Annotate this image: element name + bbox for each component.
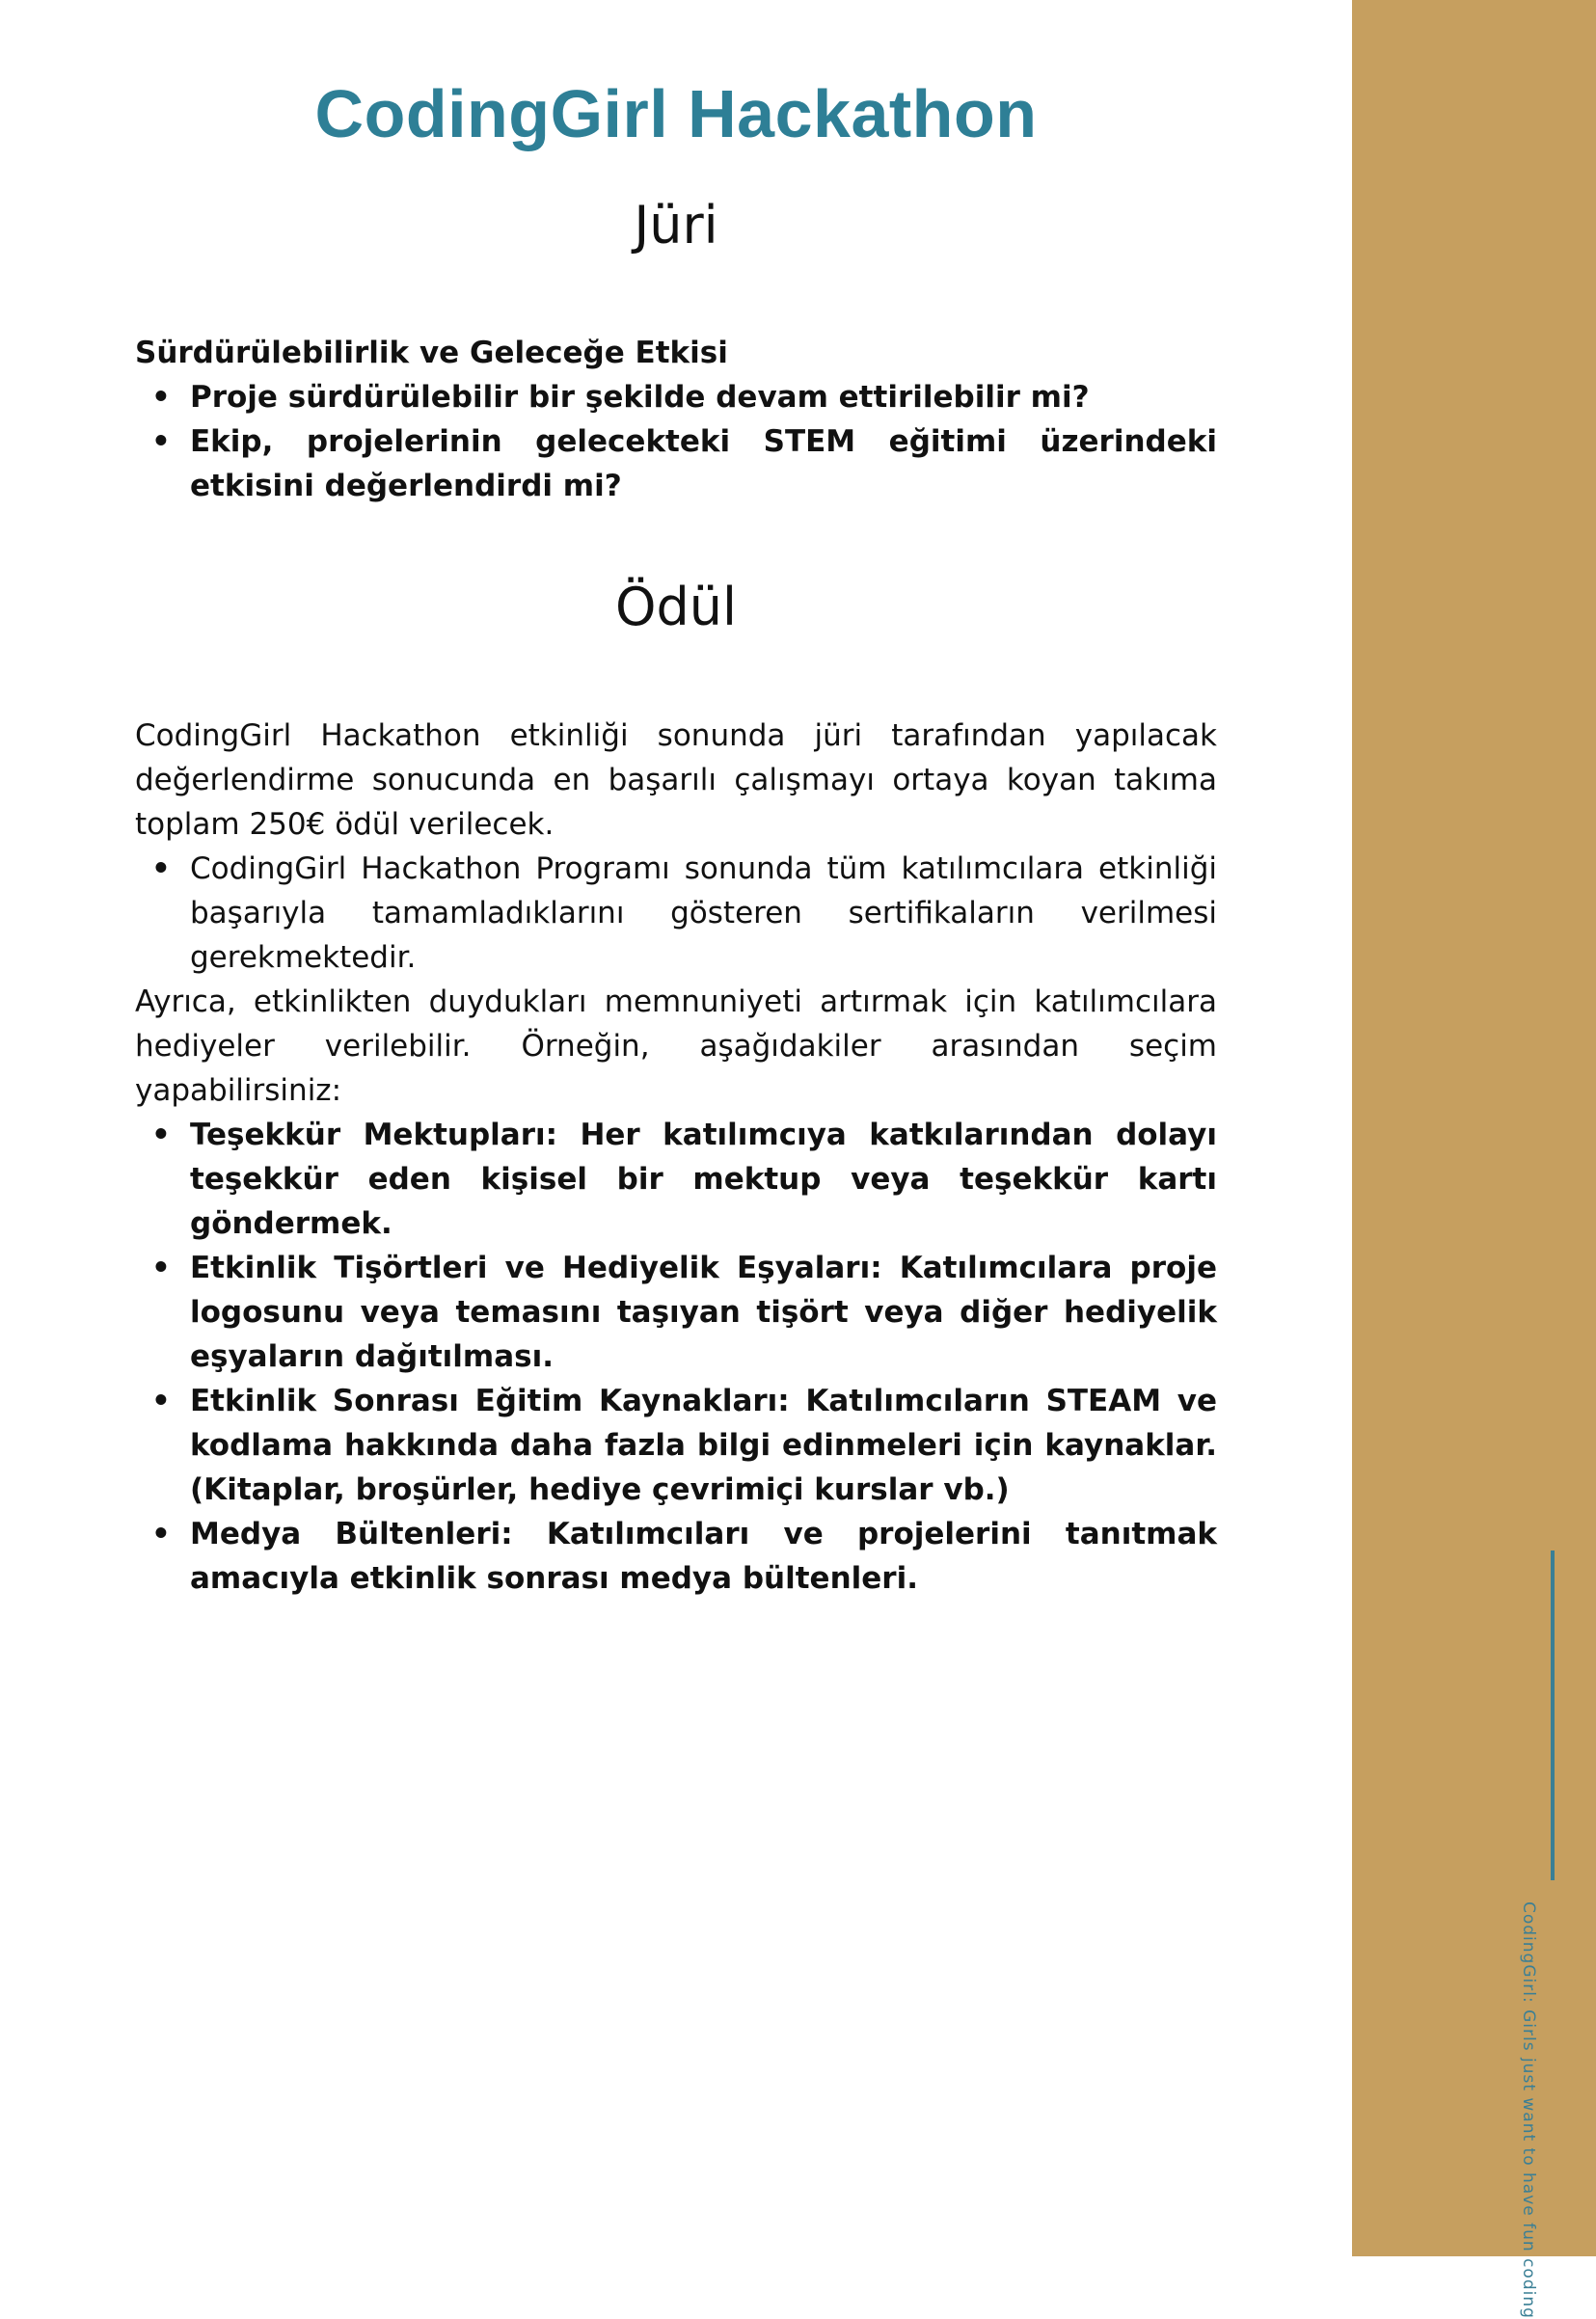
- list-item: • Teşekkür Mektupları: Her katılımcıya katkılarından dolayı teşekkür eden kişisel bir mektup veya teşekkür kartı göndermek.: [135, 1113, 1217, 1246]
- gift-list: [135, 1113, 1217, 1601]
- juri-criteria-list: [135, 375, 1217, 508]
- page-title: CodingGirl Hackathon: [314, 76, 1038, 151]
- sidebar-tagline: CodingGirl: Girls just want to have fun coding: [1519, 1901, 1538, 2319]
- list-item: • Etkinlik Tişörtleri ve Hediyelik Eşyaları: Katılımcılara proje logosunu veya temasını taşıyan tişört veya diğer hediyelik eşyaların dağıtılması.: [135, 1246, 1217, 1379]
- odul-heading: Ödül: [614, 577, 737, 637]
- list-item: • Etkinlik Sonrası Eğitim Kaynakları: Katılımcıların STEAM ve kodlama hakkında daha fazla bilgi edinmeleri için kaynaklar. (Kitaplar, broşürler, hediye çevrimiçi kurslar vb.): [135, 1379, 1217, 1512]
- list-item: • Proje sürdürülebilir bir şekilde devam ettirilebilir mi?: [135, 375, 1217, 419]
- list-item: • Ekip, projelerinin gelecekteki STEM eğitimi üzerindeki etkisini değerlendirdi mi?: [135, 419, 1217, 508]
- list-item: • CodingGirl Hackathon Programı sonunda tüm katılımcılara etkinliği başarıyla tamamladıklarını gösteren sertifikaların verilmesi gerekmektedir.: [135, 847, 1217, 980]
- juri-heading: Jüri: [634, 195, 718, 256]
- gifts-intro-paragraph: Ayrıca, etkinlikten duydukları memnuniyeti artırmak için katılımcılara hediyeler verilebilir. Örneğin, aşağıdakiler arasından seçim yapabilirsiniz:: [135, 984, 1217, 1108]
- sidebar-accent-line: [1551, 1550, 1555, 1880]
- juri-subheading: Sürdürülebilirlik ve Geleceğe Etkisi: [135, 336, 728, 370]
- list-item: • Medya Bültenleri: Katılımcıları ve projelerini tanıtmak amacıyla etkinlik sonrası medya bültenleri.: [135, 1512, 1217, 1601]
- certificate-list: [135, 847, 1217, 980]
- odul-section: [135, 714, 1217, 1601]
- odul-intro-paragraph: CodingGirl Hackathon etkinliği sonunda jüri tarafından yapılacak değerlendirme sonucunda en başarılı çalışmayı ortaya koyan takıma toplam 250€ ödül verilecek.: [135, 718, 1217, 842]
- decorative-sidebar: [1352, 0, 1596, 2256]
- juri-section: [135, 331, 1217, 508]
